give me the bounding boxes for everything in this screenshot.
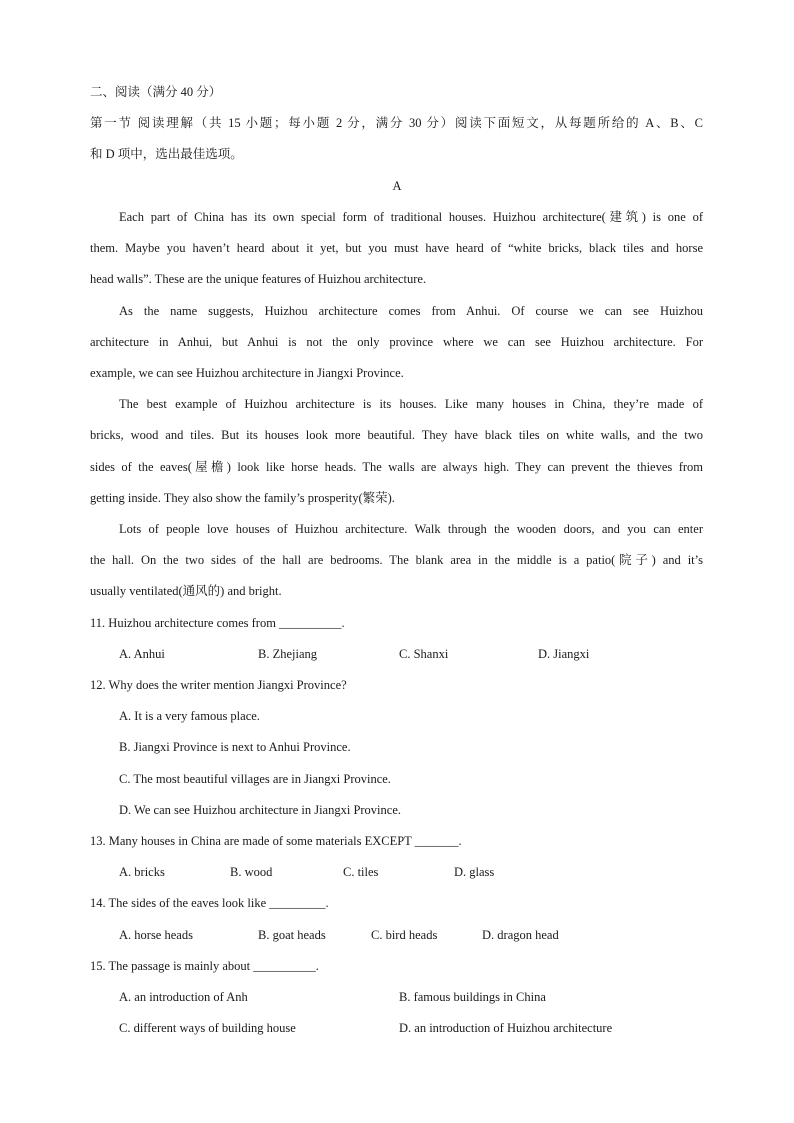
answer-option: B. wood — [230, 865, 273, 879]
passage-line: head walls”. These are the unique features of Huizhou architecture. — [90, 272, 427, 286]
question-stem: 13. Many houses in China are made of some materials EXCEPT _______. — [90, 834, 462, 848]
answer-option: A. It is a very famous place. — [119, 709, 260, 723]
passage-line: The best example of Huizhou architecture is its houses. Like many houses in China, they’re made of — [119, 397, 703, 411]
passage-line: them. Maybe you haven’t heard about it yet, but you must have heard of “white bricks, black tiles and horse — [90, 241, 703, 255]
passage-line: example, we can see Huizhou architecture in Jiangxi Province. — [90, 366, 404, 380]
passage-line: Lots of people love houses of Huizhou architecture. Walk through the wooden doors, and you can enter — [119, 522, 703, 536]
answer-option: C. different ways of building house — [119, 1021, 296, 1035]
answer-option: D. glass — [454, 865, 495, 879]
passage-line: sides of the eaves(屋檐) look like horse heads. The walls are always high. They can prevent the thieves from — [90, 460, 703, 474]
answer-option: C. Shanxi — [399, 647, 449, 661]
passage-line: the hall. On the two sides of the hall are bedrooms. The blank area in the middle is a patio(院子) and it’s — [90, 553, 703, 567]
answer-option: B. Jiangxi Province is next to Anhui Province. — [119, 740, 351, 754]
answer-option: C. The most beautiful villages are in Jiangxi Province. — [119, 772, 391, 786]
section-heading: 二、阅读（满分 40 分） — [90, 85, 222, 99]
section-instruction-continued: 和 D 项中，选出最佳选项。 — [90, 147, 243, 161]
answer-option: A. horse heads — [119, 928, 193, 942]
passage-line: architecture in Anhui, but Anhui is not the only province where we can see Huizhou architecture. For — [90, 335, 703, 349]
passage-line: bricks, wood and tiles. But its houses look more beautiful. They have black tiles on white walls, and the two — [90, 428, 703, 442]
answer-option: D. We can see Huizhou architecture in Jiangxi Province. — [119, 803, 402, 817]
answer-option: C. bird heads — [371, 928, 438, 942]
passage-label: A — [392, 179, 402, 193]
answer-option: D. Jiangxi — [538, 647, 590, 661]
passage-line: getting inside. They also show the family’s prosperity(繁荣). — [90, 491, 395, 505]
answer-option: B. Zhejiang — [258, 647, 318, 661]
passage-line: As the name suggests, Huizhou architecture comes from Anhui. Of course we can see Huizhou — [119, 304, 703, 318]
passage-line: Each part of China has its own special form of traditional houses. Huizhou architecture(建筑) is one of — [119, 210, 703, 224]
answer-option: A. an introduction of Anh — [119, 990, 248, 1004]
question-stem: 11. Huizhou architecture comes from __________. — [90, 616, 345, 630]
passage-line: usually ventilated(通风的) and bright. — [90, 584, 282, 598]
section-instruction: 第一节 阅读理解（共 15 小题；每小题 2 分，满分 30 分）阅读下面短文，从每题所给的 A、B、C — [90, 116, 703, 130]
question-stem: 15. The passage is mainly about __________. — [90, 959, 319, 973]
question-stem: 12. Why does the writer mention Jiangxi Province? — [90, 678, 347, 692]
answer-option: A. bricks — [119, 865, 165, 879]
question-stem: 14. The sides of the eaves look like _________. — [90, 896, 329, 910]
answer-option: B. goat heads — [258, 928, 326, 942]
answer-option: D. an introduction of Huizhou architecture — [399, 1021, 613, 1035]
answer-option: B. famous buildings in China — [399, 990, 546, 1004]
answer-option: A. Anhui — [119, 647, 165, 661]
answer-option: C. tiles — [343, 865, 379, 879]
answer-option: D. dragon head — [482, 928, 559, 942]
